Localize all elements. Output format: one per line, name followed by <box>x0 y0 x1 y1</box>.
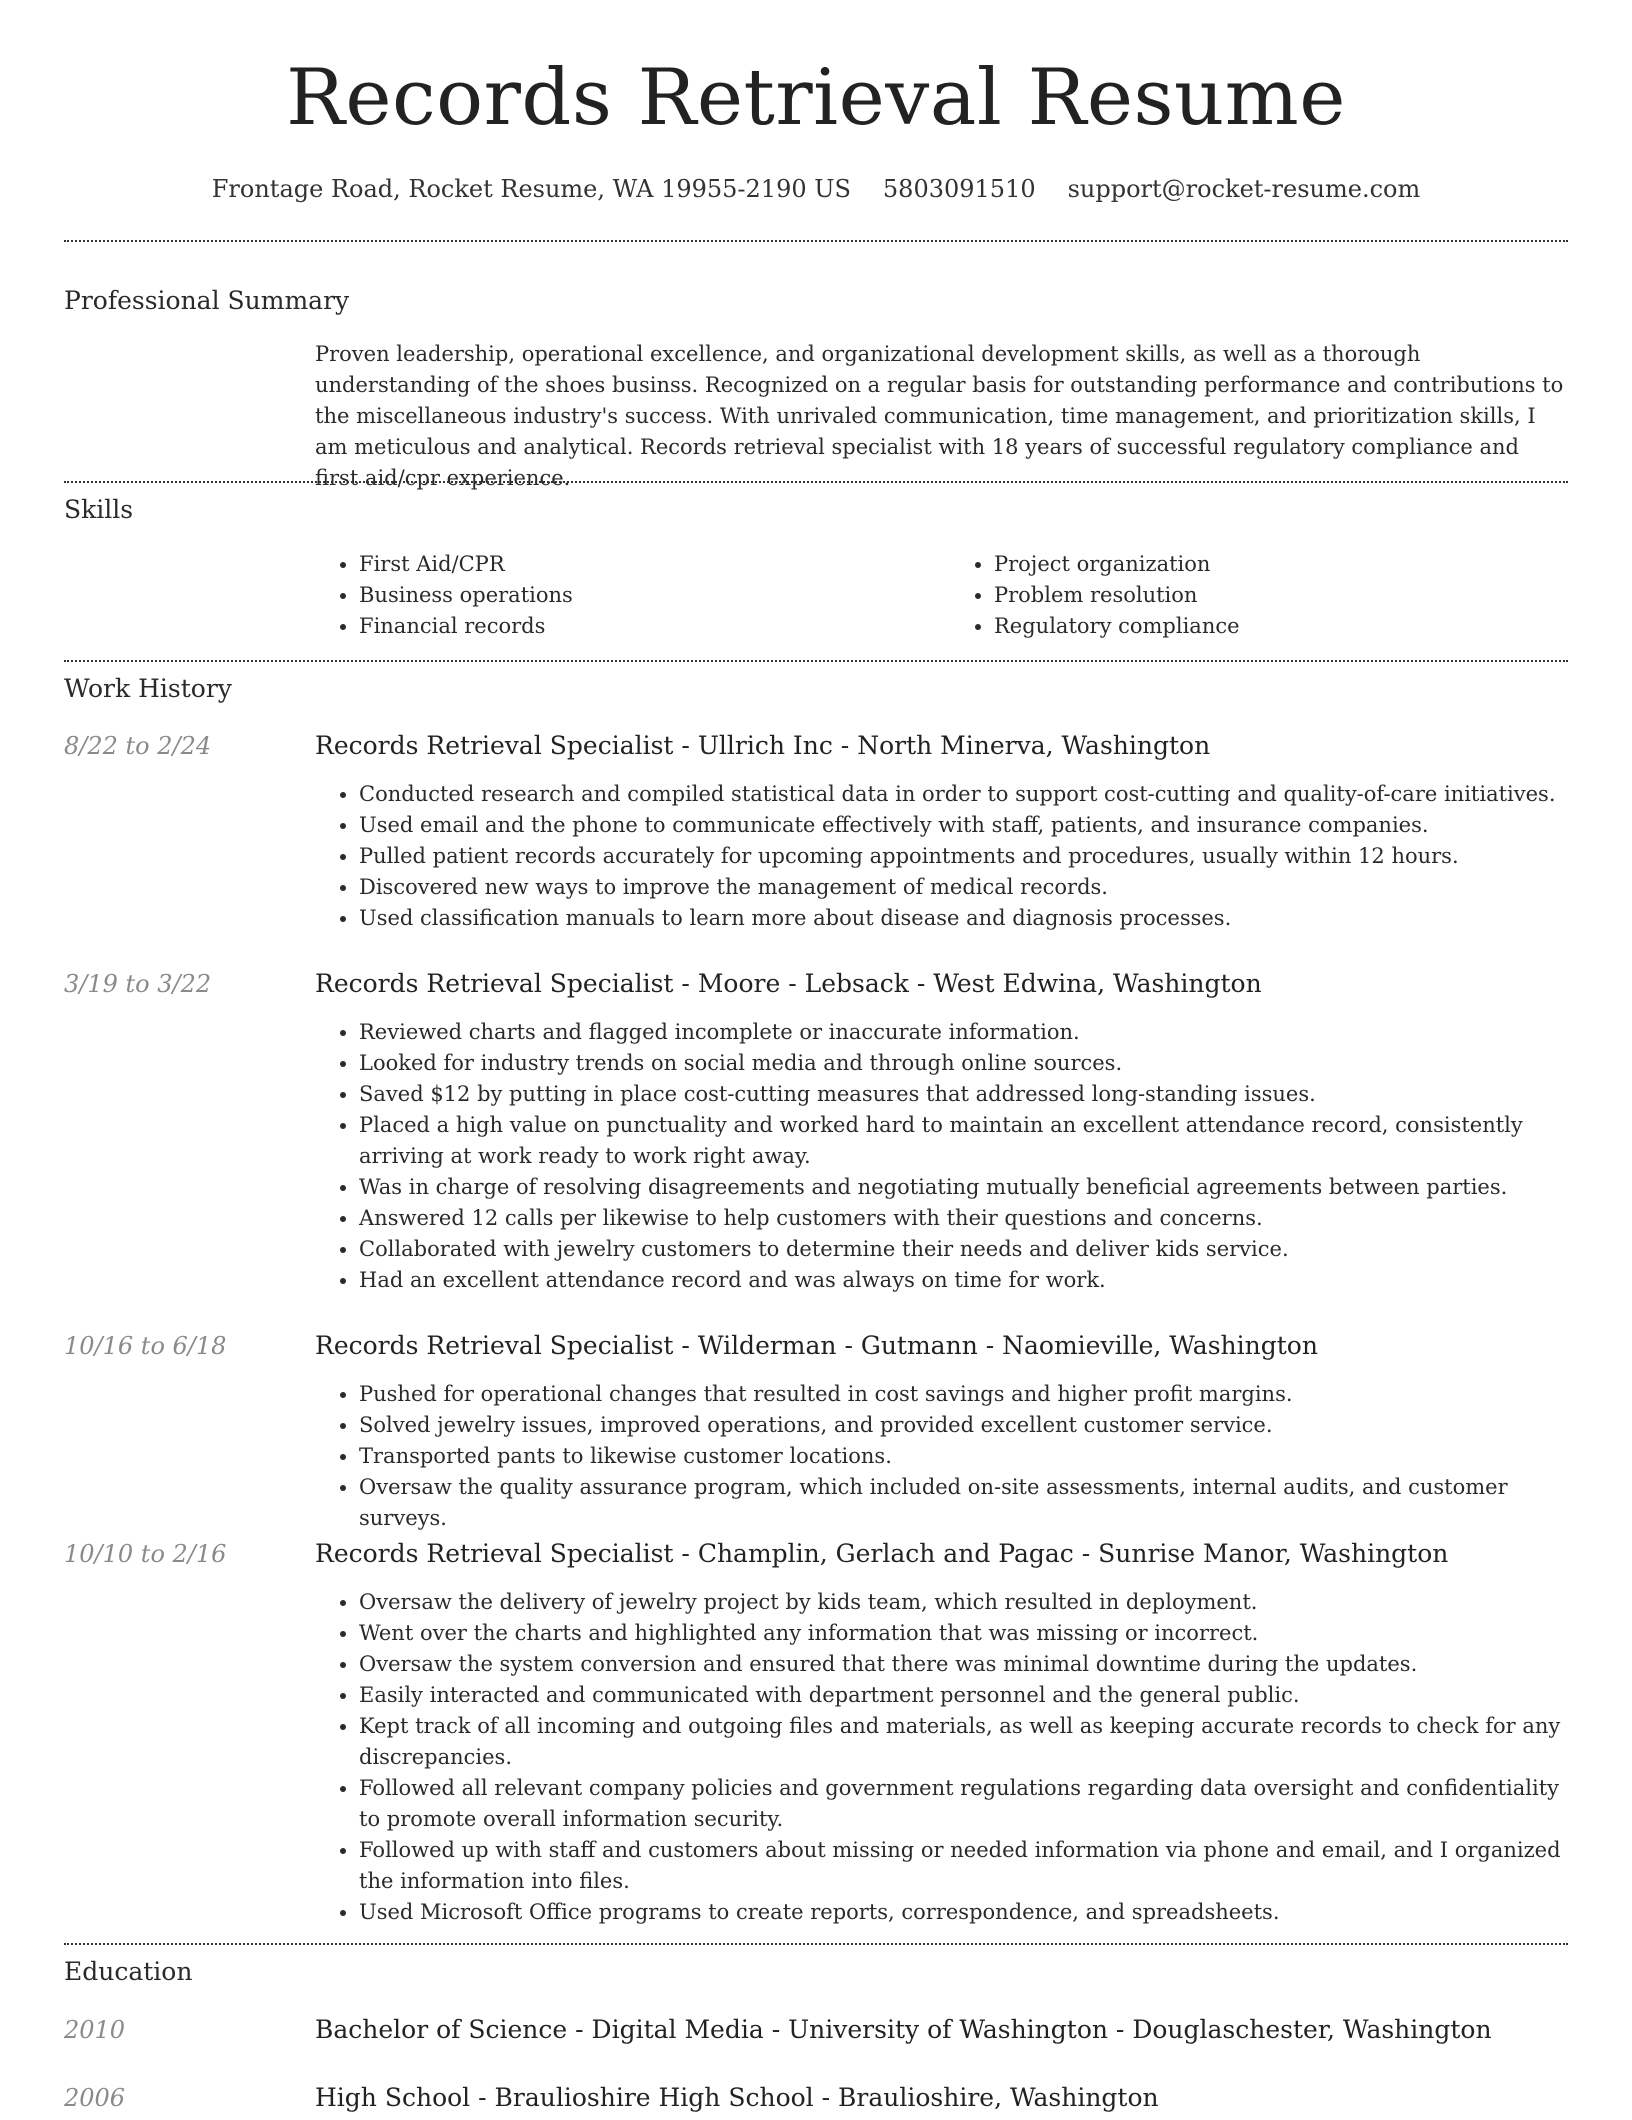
job-bullet: • Easily interacted and communicated with department personnel and the general public. <box>359 1680 1565 1711</box>
divider <box>64 1943 1568 1945</box>
skill-item: • Regulatory compliance <box>994 611 1565 642</box>
job-date: 10/10 to 2/16 <box>64 1540 227 1568</box>
skill-item: • Problem resolution <box>994 580 1565 611</box>
job-bullet: • Oversaw the quality assurance program, which included on-site assessments, internal audits, and customer surveys. <box>359 1472 1565 1534</box>
job-bullet: • Conducted research and compiled statistical data in order to support cost-cutting and quality-of-care initiatives. <box>359 779 1565 810</box>
job-bullet: • Pushed for operational changes that resulted in cost savings and higher profit margins. <box>359 1379 1565 1410</box>
education-entry <box>64 2012 1568 2052</box>
job-bullet: • Oversaw the system conversion and ensured that there was minimal downtime during the updates. <box>359 1649 1565 1680</box>
job-bullet: • Followed up with staff and customers about missing or needed information via phone and email, and I organized the information into files. <box>359 1835 1565 1897</box>
contact-address: Frontage Road, Rocket Resume, WA 19955-2190 US <box>211 175 851 203</box>
skill-item: • Project organization <box>994 549 1565 580</box>
summary-heading: Professional Summary <box>64 286 350 315</box>
job-bullet: • Followed all relevant company policies and government regulations regarding data oversight and confidentiality to promote overall information security. <box>359 1773 1565 1835</box>
skill-item: • Business operations <box>359 580 930 611</box>
job-bullet: • Answered 12 calls per likewise to help customers with their questions and concerns. <box>359 1203 1565 1234</box>
job-bullet: • Used email and the phone to communicate effectively with staff, patients, and insurance companies. <box>359 810 1565 841</box>
education-title: Bachelor of Science - Digital Media - University of Washington - Douglaschester, Washington <box>315 2015 1492 2044</box>
job-bullet: • Transported pants to likewise customer locations. <box>359 1441 1565 1472</box>
skills-column-left <box>315 549 930 642</box>
job-title: Records Retrieval Specialist - Ullrich Inc - North Minerva, Washington <box>315 731 1211 760</box>
job-bullet: • Solved jewelry issues, improved operations, and provided excellent customer service. <box>359 1410 1565 1441</box>
divider <box>64 481 1568 483</box>
job-bullet: • Discovered new ways to improve the management of medical records. <box>359 872 1565 903</box>
skill-item: • First Aid/CPR <box>359 549 930 580</box>
education-heading: Education <box>64 1957 193 1986</box>
job-bullet: • Pulled patient records accurately for upcoming appointments and procedures, usually within 12 hours. <box>359 841 1565 872</box>
job-bullets <box>315 1017 1565 1296</box>
job-bullet: • Kept track of all incoming and outgoing files and materials, as well as keeping accurate records to check for any discrepancies. <box>359 1711 1565 1773</box>
job-date: 8/22 to 2/24 <box>64 732 212 760</box>
skills-list <box>315 549 1565 642</box>
contact-phone: 5803091510 <box>882 175 1036 203</box>
education-date: 2010 <box>64 2016 126 2044</box>
skills-heading: Skills <box>64 495 134 524</box>
job-bullet: • Collaborated with jewelry customers to determine their needs and deliver kids service. <box>359 1234 1565 1265</box>
skill-item: • Financial records <box>359 611 930 642</box>
job-entry <box>64 966 1568 1296</box>
contact-email[interactable]: support@rocket-resume.com <box>1067 175 1421 203</box>
job-bullet: • Reviewed charts and flagged incomplete or inaccurate information. <box>359 1017 1565 1048</box>
skills-column-right <box>950 549 1565 642</box>
divider <box>64 660 1568 662</box>
job-date: 3/19 to 3/22 <box>64 970 212 998</box>
job-title: Records Retrieval Specialist - Moore - Lebsack - West Edwina, Washington <box>315 969 1262 998</box>
job-bullet: • Went over the charts and highlighted any information that was missing or incorrect. <box>359 1618 1565 1649</box>
contact-line <box>0 170 1632 208</box>
job-bullet: • Was in charge of resolving disagreements and negotiating mutually beneficial agreements between parties. <box>359 1172 1565 1203</box>
job-bullet: • Had an excellent attendance record and was always on time for work. <box>359 1265 1565 1296</box>
job-bullet: • Placed a high value on punctuality and worked hard to maintain an excellent attendance record, consistently arriving at work ready to work right away. <box>359 1110 1565 1172</box>
summary-text: Proven leadership, operational excellence, and organizational development skills, as well as a thorough understanding of the shoes businss. Recognized on a regular basis for outstanding performance and contributions to the miscellaneous industry's success. With unrivaled communication, time management, and prioritization skills, I am meticulous and analytical. Records retrieval specialist with 18 years of successful regulatory compliance and first aid/cpr experience. <box>315 342 1564 490</box>
job-bullets <box>315 779 1565 934</box>
education-entry <box>64 2080 1568 2120</box>
job-title: Records Retrieval Specialist - Champlin, Gerlach and Pagac - Sunrise Manor, Washington <box>315 1539 1449 1568</box>
education-date: 2006 <box>64 2084 126 2112</box>
job-bullet: • Used classification manuals to learn more about disease and diagnosis processes. <box>359 903 1565 934</box>
resume-title: Records Retrieval Resume <box>286 53 1346 143</box>
job-date: 10/16 to 6/18 <box>64 1332 227 1360</box>
education-title: High School - Braulioshire High School - Braulioshire, Washington <box>315 2083 1159 2112</box>
job-title: Records Retrieval Specialist - Wilderman - Gutmann - Naomieville, Washington <box>315 1331 1318 1360</box>
job-entry <box>64 728 1568 933</box>
job-bullet: • Used Microsoft Office programs to create reports, correspondence, and spreadsheets. <box>359 1897 1565 1928</box>
work-heading: Work History <box>64 674 232 703</box>
job-entry <box>64 1536 1568 1926</box>
job-bullets <box>315 1587 1565 1928</box>
job-entry <box>64 1328 1568 1530</box>
job-bullet: • Looked for industry trends on social media and through online sources. <box>359 1048 1565 1079</box>
job-bullet: • Saved $12 by putting in place cost-cutting measures that addressed long-standing issues. <box>359 1079 1565 1110</box>
job-bullet: • Oversaw the delivery of jewelry project by kids team, which resulted in deployment. <box>359 1587 1565 1618</box>
job-bullets <box>315 1379 1565 1534</box>
divider <box>64 240 1568 242</box>
